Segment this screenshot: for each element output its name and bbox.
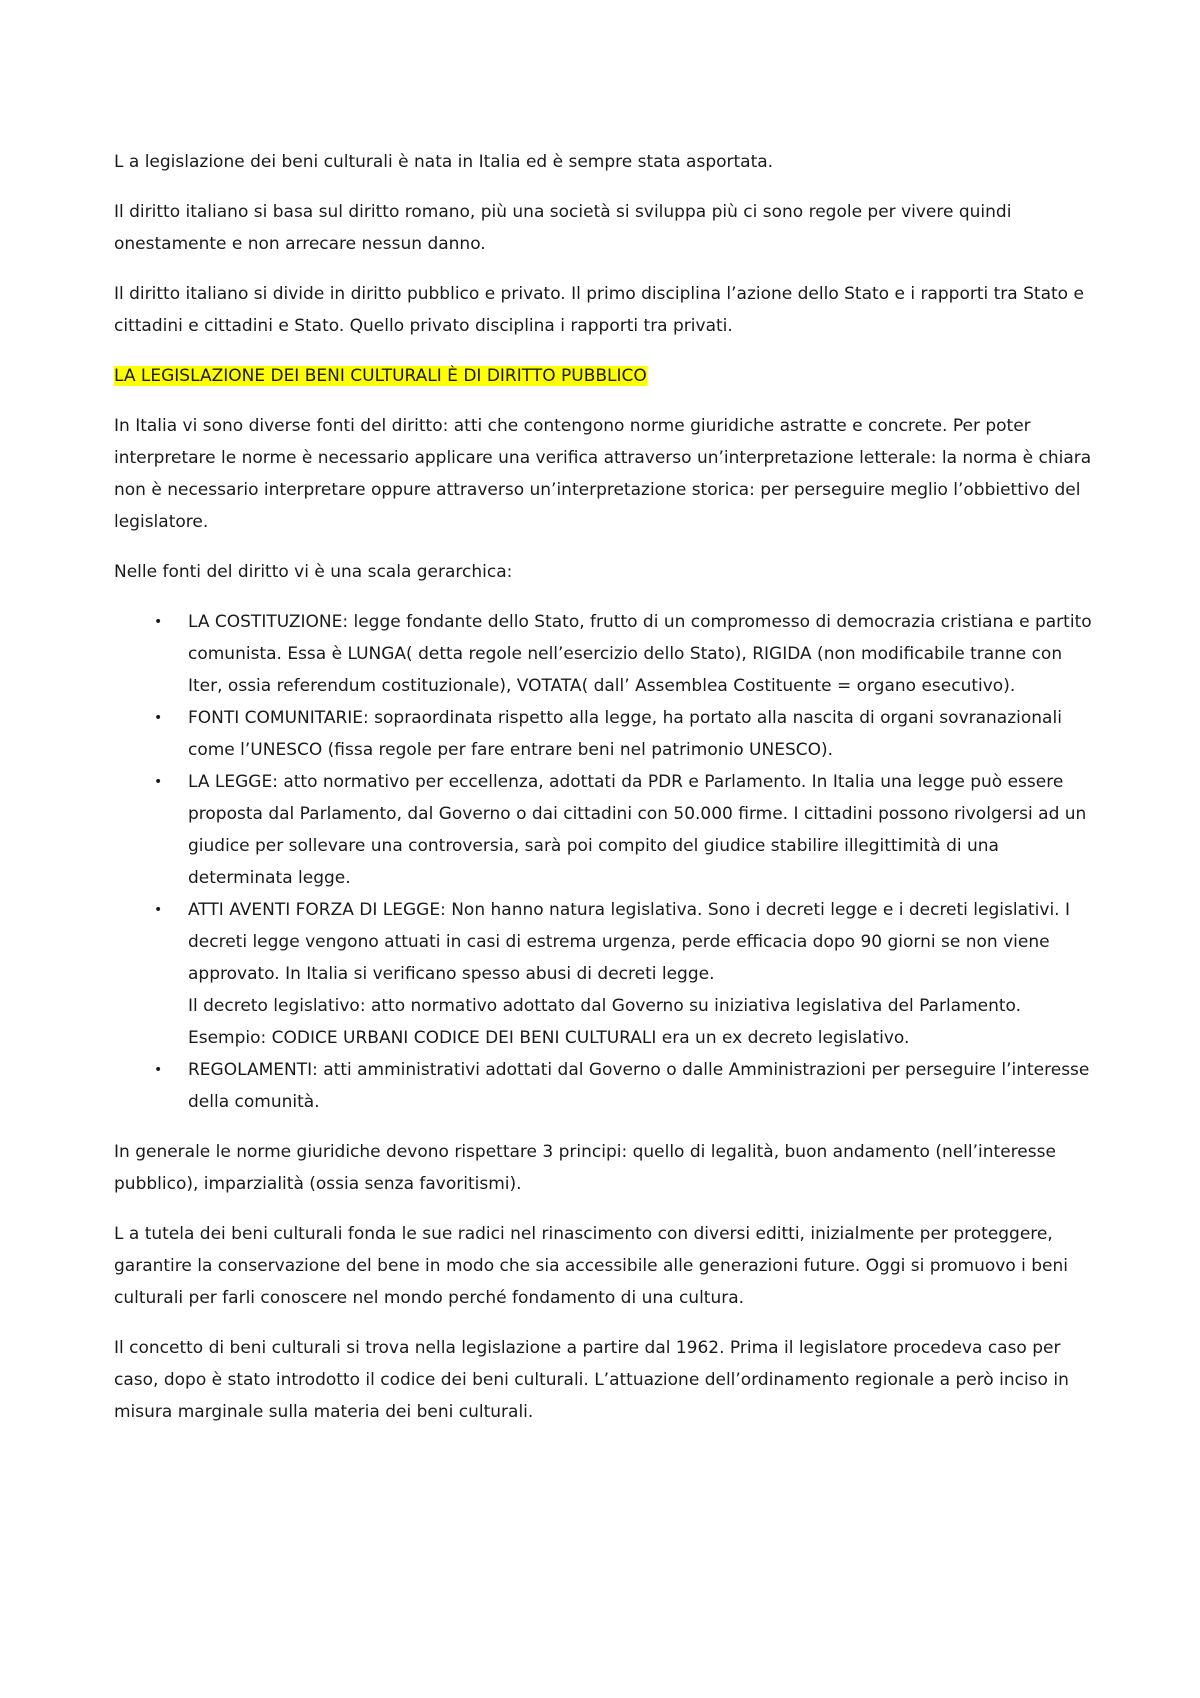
list-item-legge (114, 766, 1094, 894)
section-heading (114, 360, 1094, 392)
bullet-icon: • (154, 902, 163, 918)
bullet-icon: • (154, 710, 163, 726)
list-item-fonti-comunitarie (114, 702, 1094, 766)
highlighted-heading: LA LEGISLAZIONE DEI BENI CULTURALI È DI DIRITTO PUBBLICO (114, 366, 647, 386)
hierarchy-list (114, 606, 1094, 1118)
list-item-extra-text: Il decreto legislativo: atto normativo adottato dal Governo su iniziativa legislativa del Parlamento. (188, 996, 1022, 1016)
list-item-costituzione (114, 606, 1094, 702)
list-item-text: ATTI AVENTI FORZA DI LEGGE: Non hanno natura legislativa. Sono i decreti legge e i decreti legislativi. I decreti legge vengono attuati in casi di estrema urgenza, perde efficacia dopo 90 giorni se non viene approvato. In Italia si verificano spesso abusi di decreti legge. (188, 900, 1070, 984)
list-item-text: LA COSTITUZIONE: legge fondante dello Stato, frutto di un compromesso di democrazia cristiana e partito comunista. Essa è LUNGA( detta regole nell’esercizio dello Stato), RIGIDA (non modificabile tranne con Iter, ossia referendum costituzionale), VOTATA( dall’ Assemblea Costituente = organo esecutivo). (188, 612, 1092, 696)
list-item-extra-text: Esempio: CODICE URBANI CODICE DEI BENI CULTURALI era un ex decreto legislativo. (188, 1028, 910, 1048)
document-body (114, 146, 1094, 1446)
paragraph-tutela: L a tutela dei beni culturali fonda le sue radici nel rinascimento con diversi editti, inizialmente per proteggere, garantire la conservazione del bene in modo che sia accessibile alle generazioni future. Oggi si promuovo i beni culturali per farli conoscere nel mondo perché fondamento di una cultura. (114, 1224, 1069, 1308)
list-item-text: REGOLAMENTI: atti amministrativi adottati dal Governo o dalle Amministrazioni per perseguire l’interesse della comunità. (188, 1060, 1090, 1112)
paragraph-principles: In generale le norme giuridiche devono rispettare 3 principi: quello di legalità, buon andamento (nell’interesse pubblico), imparzialità (ossia senza favoritismi). (114, 1142, 1056, 1194)
paragraph-hierarchy: Nelle fonti del diritto vi è una scala gerarchica: (114, 562, 513, 582)
bullet-icon: • (154, 614, 163, 630)
list-item-atti-aventi-forza (114, 894, 1094, 1054)
bullet-icon: • (154, 1062, 163, 1078)
bullet-icon: • (154, 774, 163, 790)
list-item-text: LA LEGGE: atto normativo per eccellenza, adottati da PDR e Parlamento. In Italia una legge può essere proposta dal Parlamento, dal Governo o dai cittadini con 50.000 firme. I cittadini possono rivolgersi ad un giudice per sollevare una controversia, sarà poi compito del giudice stabilire illegittimità di una determinata legge. (188, 772, 1087, 888)
paragraph-roman-law: Il diritto italiano si basa sul diritto romano, più una società si sviluppa più ci sono regole per vivere quindi onestamente e non arrecare nessun danno. (114, 202, 1012, 254)
list-item-regolamenti (114, 1054, 1094, 1118)
list-item-text: FONTI COMUNITARIE: sopraordinata rispetto alla legge, ha portato alla nascita di organi sovranazionali come l’UNESCO (fissa regole per fare entrare beni nel patrimonio UNESCO). (188, 708, 1062, 760)
paragraph-concept: Il concetto di beni culturali si trova nella legislazione a partire dal 1962. Prima il legislatore procedeva caso per caso, dopo è stato introdotto il codice dei beni culturali. L’attuazione dell’ordinamento regionale a però inciso in misura marginale sulla materia dei beni culturali. (114, 1338, 1069, 1422)
paragraph-intro: L a legislazione dei beni culturali è nata in Italia ed è sempre stata asportata. (114, 152, 774, 172)
paragraph-public-private: Il diritto italiano si divide in diritto pubblico e privato. Il primo disciplina l’azione dello Stato e i rapporti tra Stato e cittadini e cittadini e Stato. Quello privato disciplina i rapporti tra privati. (114, 284, 1084, 336)
paragraph-sources: In Italia vi sono diverse fonti del diritto: atti che contengono norme giuridiche astratte e concrete. Per poter interpretare le norme è necessario applicare una verifica attraverso un’interpretazione letterale: la norma è chiara non è necessario interpretare oppure attraverso un’interpretazione storica: per perseguire meglio l’obbiettivo del legislatore. (114, 416, 1092, 532)
